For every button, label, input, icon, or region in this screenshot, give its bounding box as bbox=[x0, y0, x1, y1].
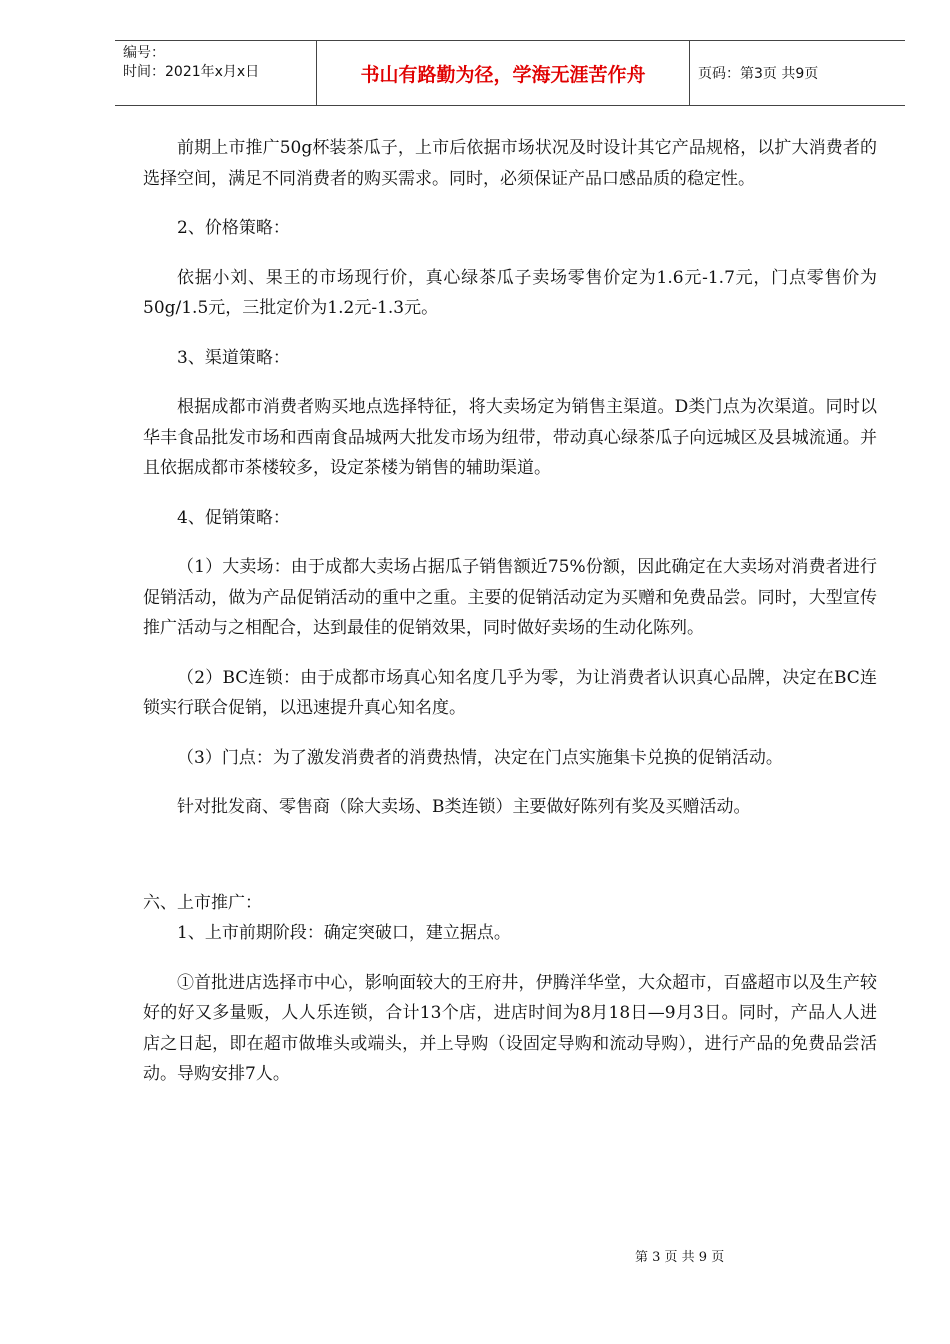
heading-pre-launch-stage: 1、上市前期阶段：确定突破口，建立据点。 bbox=[177, 923, 511, 943]
header-page-number: 页码：第3页 共9页 bbox=[698, 66, 819, 82]
header-motto: 书山有路勤为径，学海无涯苦作舟 bbox=[317, 41, 690, 105]
heading-channel-strategy: 3、渠道策略： bbox=[177, 347, 290, 368]
document-number-label: 编号： bbox=[123, 45, 165, 61]
page-header bbox=[115, 40, 905, 106]
paragraph-channel: 根据成都市消费者购买地点选择特征，将大卖场定为销售主渠道。D类门点为次渠道。同时以华丰食品批发市场和西南食品城两大批发市场为纽带，带动真心绿茶瓜子向远城区及县城流通。并且依据成都市茶楼较多，设定茶楼为销售的辅助渠道。 bbox=[143, 397, 877, 478]
paragraph-price: 依据小刘、果王的市场现行价，真心绿茶瓜子卖场零售价定为1.6元-1.7元，门点零售价为50g/1.5元，三批定价为1.2元-1.3元。 bbox=[143, 267, 877, 318]
paragraph-promotion-stores: （3）门点：为了激发消费者的消费热情，决定在门点实施集卡兑换的促销活动。 bbox=[177, 747, 783, 768]
document-body bbox=[143, 133, 877, 1109]
heading-launch-promotion: 六、上市推广： bbox=[143, 892, 262, 913]
spacer bbox=[143, 842, 877, 888]
paragraph-first-batch-stores: ①首批进店选择市中心，影响面较大的王府井，伊腾洋华堂，大众超市，百盛超市以及生产较好的好又多量贩，人人乐连锁，合计13个店，进店时间为8月18日—9月3日。同时，产品人人进店之日起，即在超市做堆头或端头，并上导购（设固定导购和流动导购），进行产品的免费品尝活动。导购安排7人。 bbox=[143, 972, 877, 1084]
heading-price-strategy: 2、价格策略： bbox=[177, 218, 290, 238]
paragraph-promotion-bc-chain: （2）BC连锁：由于成都市场真心知名度几乎为零，为让消费者认识真心品牌，决定在BC连锁实行联合促销，以迅速提升真心知名度。 bbox=[143, 667, 877, 718]
heading-promotion-strategy: 4、促销策略： bbox=[177, 507, 290, 528]
footer-page-number: 第 3 页 共 9 页 bbox=[635, 1250, 725, 1265]
paragraph-promotion-hypermarket: （1）大卖场：由于成都大卖场占据瓜子销售额近75%份额，因此确定在大卖场对消费者进行促销活动，做为产品促销活动的重中之重。主要的促销活动定为买赠和免费品尝。同时，大型宣传推广活动与之相配合，达到最佳的促销效果，同时做好卖场的生动化陈列。 bbox=[143, 557, 877, 638]
document-time-label: 时间：2021年x月x日 bbox=[123, 64, 260, 80]
header-meta bbox=[115, 41, 317, 105]
paragraph-product: 前期上市推广50g杯装茶瓜子，上市后依据市场状况及时设计其它产品规格，以扩大消费者的选择空间，满足不同消费者的购买需求。同时，必须保证产品口感品质的稳定性。 bbox=[143, 138, 877, 189]
paragraph-promotion-wholesale: 针对批发商、零售商（除大卖场、B类连锁）主要做好陈列有奖及买赠活动。 bbox=[177, 797, 751, 817]
